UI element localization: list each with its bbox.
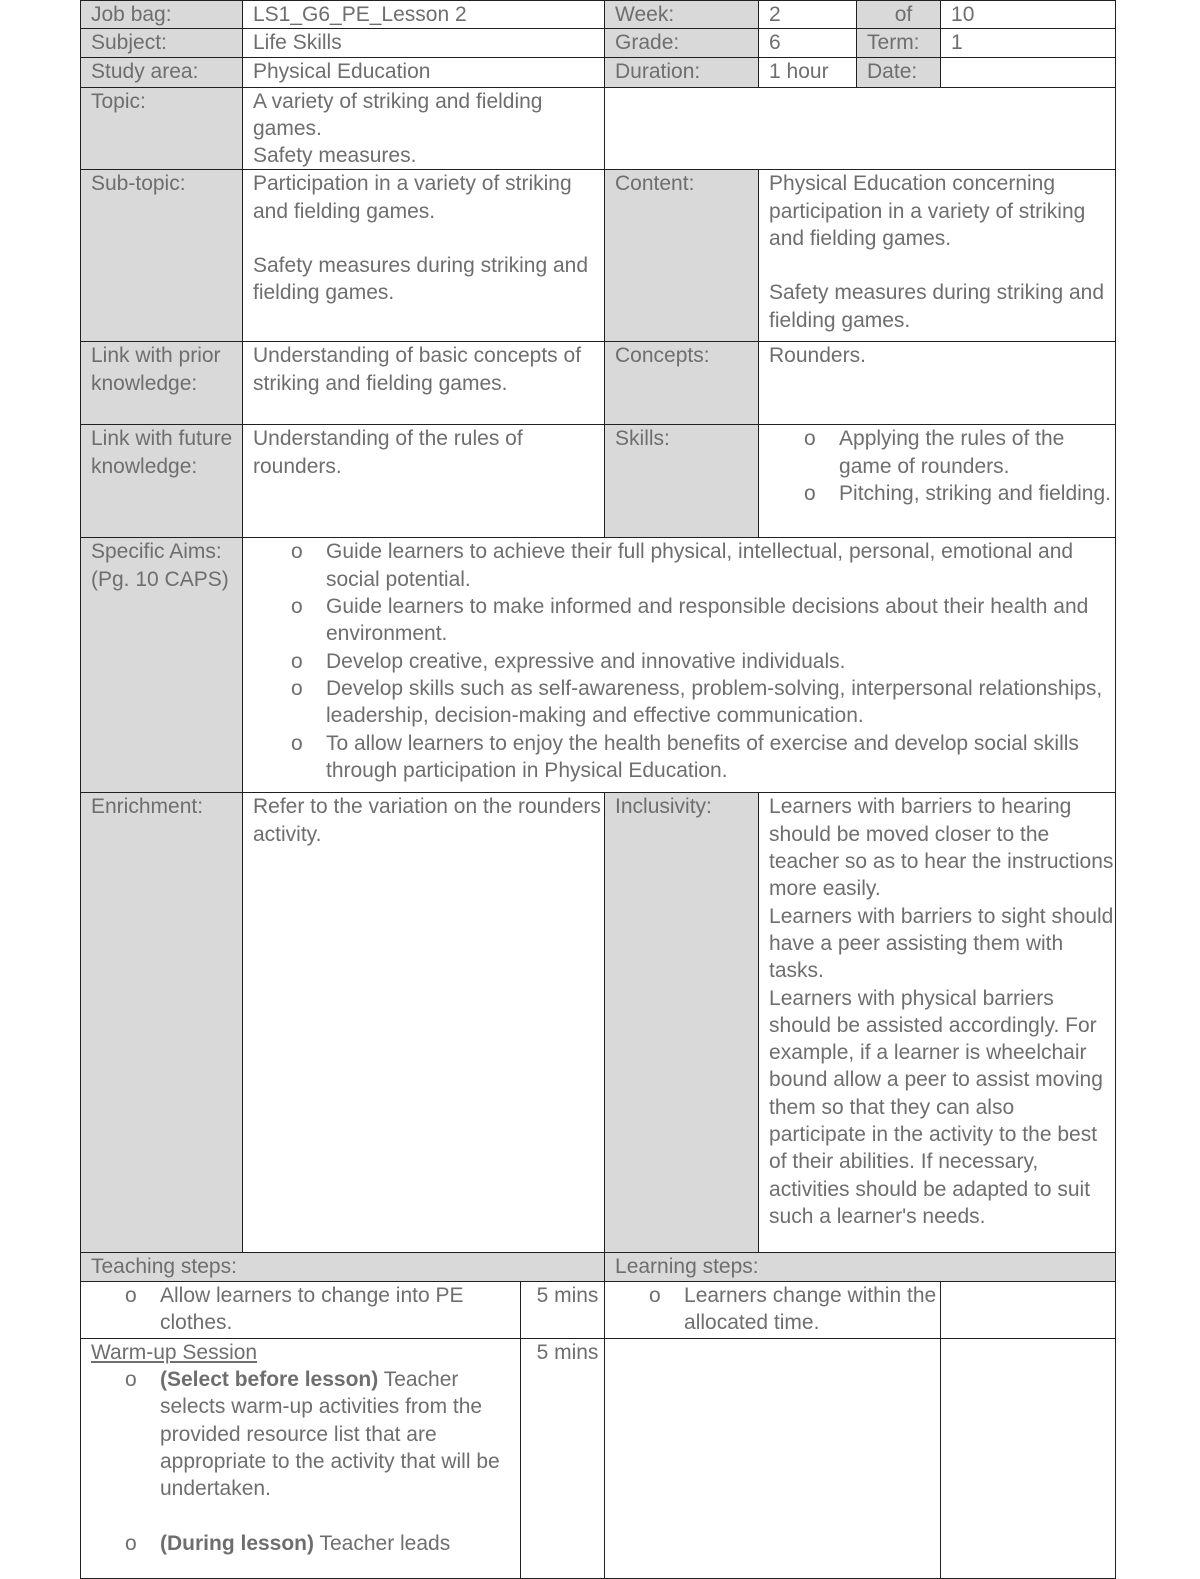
row-warmup bbox=[81, 1338, 1116, 1578]
subtopic-value bbox=[243, 170, 605, 342]
aims-item: o Guide learners to make informed and responsible decisions about their health and environment. bbox=[326, 593, 1115, 648]
week-value: 2 bbox=[759, 1, 857, 29]
change-learner-step bbox=[605, 1281, 941, 1338]
term-value: 1 bbox=[941, 29, 1116, 57]
subtopic-para-2: Safety measures during striking and fielding games. bbox=[253, 254, 589, 305]
row-job-bag bbox=[81, 1, 1116, 29]
date-label: Date: bbox=[857, 57, 941, 87]
aims-item: o Guide learners to achieve their full physical, intellectual, personal, emotional and social potential. bbox=[326, 538, 1115, 593]
prior-knowledge-value: Understanding of basic concepts of striking and fielding games. bbox=[243, 342, 605, 425]
concepts-value: Rounders. bbox=[759, 342, 1116, 425]
job-bag-value: LS1_G6_PE_Lesson 2 bbox=[243, 1, 605, 29]
subtopic-label: Sub-topic: bbox=[81, 170, 243, 342]
inclusivity-para-1: Learners with barriers to hearing should be moved closer to the teacher so as to hear the instructions more easily. bbox=[769, 795, 1114, 901]
grade-value: 6 bbox=[759, 29, 857, 57]
warmup-item-1-bold: (Select before lesson) bbox=[160, 1368, 379, 1392]
row-topic bbox=[81, 87, 1116, 170]
inclusivity-value bbox=[759, 793, 1116, 1253]
enrichment-value: Refer to the variation on the rounders activity. bbox=[243, 793, 605, 1253]
inclusivity-label: Inclusivity: bbox=[605, 793, 759, 1253]
aims-item: o To allow learners to enjoy the health benefits of exercise and develop social skills through participation in Physical Education. bbox=[326, 730, 1115, 785]
topic-label: Topic: bbox=[81, 87, 243, 170]
aims-item: o Develop skills such as self-awareness, problem-solving, interpersonal relationships, leadership, decision-making and effective communication. bbox=[326, 675, 1115, 730]
grade-label: Grade: bbox=[605, 29, 759, 57]
row-prior-knowledge bbox=[81, 342, 1116, 425]
term-label: Term: bbox=[857, 29, 941, 57]
job-bag-label: Job bag: bbox=[81, 1, 243, 29]
warmup-list bbox=[91, 1366, 520, 1557]
warmup-learner-step bbox=[605, 1338, 941, 1578]
prior-knowledge-label: Link with prior knowledge: bbox=[81, 342, 243, 425]
topic-empty-cell bbox=[605, 87, 1116, 170]
skills-item: o Applying the rules of the game of rounders. bbox=[839, 425, 1115, 480]
concepts-label: Concepts: bbox=[605, 342, 759, 425]
row-study-area bbox=[81, 57, 1116, 87]
row-enrichment bbox=[81, 793, 1116, 1253]
row-subtopic bbox=[81, 170, 1116, 342]
skills-list bbox=[769, 425, 1115, 507]
change-teacher-step bbox=[81, 1281, 521, 1338]
row-steps-header bbox=[81, 1253, 1116, 1281]
row-future-knowledge bbox=[81, 425, 1116, 538]
warmup-item-1-text: Teacher selects warm-up activities from the provided resource list that are appropriate to the activity that will be undertaken. bbox=[160, 1368, 500, 1501]
warmup-heading: Warm-up Session bbox=[91, 1340, 258, 1364]
lesson-plan-table bbox=[80, 0, 1116, 1579]
of-value: 10 bbox=[941, 1, 1116, 29]
date-value bbox=[941, 57, 1116, 87]
specific-aims-label bbox=[81, 538, 243, 793]
teaching-steps-label: Teaching steps: bbox=[81, 1253, 605, 1281]
change-time: 5 mins bbox=[521, 1281, 605, 1338]
topic-line-2: Safety measures. bbox=[253, 144, 417, 168]
future-knowledge-label: Link with future knowledge: bbox=[81, 425, 243, 538]
week-label: Week: bbox=[605, 1, 759, 29]
duration-value: 1 hour bbox=[759, 57, 857, 87]
row-change-clothes bbox=[81, 1281, 1116, 1338]
study-area-label: Study area: bbox=[81, 57, 243, 87]
aims-list bbox=[253, 538, 1115, 784]
content-para-2: Safety measures during striking and fielding games. bbox=[769, 281, 1105, 332]
duration-label: Duration: bbox=[605, 57, 759, 87]
change-teacher-list bbox=[91, 1282, 520, 1337]
specific-aims-value bbox=[243, 538, 1116, 793]
row-subject bbox=[81, 29, 1116, 57]
warmup-item-2-bold: (During lesson) bbox=[160, 1531, 315, 1555]
warmup-teacher-step bbox=[81, 1338, 521, 1578]
learning-steps-label: Learning steps: bbox=[605, 1253, 1116, 1281]
skills-value bbox=[759, 425, 1116, 538]
content-label: Content: bbox=[605, 170, 759, 342]
specific-aims-ref: (Pg. 10 CAPS) bbox=[91, 567, 229, 591]
of-label: of bbox=[857, 1, 941, 29]
warmup-item bbox=[160, 1366, 520, 1529]
warmup-time: 5 mins bbox=[521, 1338, 605, 1578]
warmup-extra-cell bbox=[941, 1338, 1116, 1578]
row-specific-aims bbox=[81, 538, 1116, 793]
topic-line-1: A variety of striking and fielding games. bbox=[253, 89, 543, 140]
future-knowledge-value: Understanding of the rules of rounders. bbox=[243, 425, 605, 538]
skills-label: Skills: bbox=[605, 425, 759, 538]
change-extra-cell bbox=[941, 1281, 1116, 1338]
change-teacher-item: o Allow learners to change into PE clothes. bbox=[160, 1282, 520, 1337]
warmup-item-2-text: Teacher leads bbox=[314, 1531, 451, 1555]
inclusivity-para-3: Learners with physical barriers should be assisted accordingly. For example, if a learner is wheelchair bound allow a peer to assist moving them so that they can also participate in the activity to the best of their abilities. If necessary, activities should be adapted to suit such a learner's needs. bbox=[769, 986, 1103, 1228]
subtopic-para-1: Participation in a variety of striking and fielding games. bbox=[253, 172, 572, 223]
subject-value: Life Skills bbox=[243, 29, 605, 57]
specific-aims-title: Specific Aims: bbox=[91, 540, 222, 564]
enrichment-label: Enrichment: bbox=[81, 793, 243, 1253]
change-learner-item: o Learners change within the allocated time. bbox=[684, 1282, 940, 1337]
study-area-value: Physical Education bbox=[243, 57, 605, 87]
content-para-1: Physical Education concerning participation in a variety of striking and fielding games. bbox=[769, 172, 1086, 251]
inclusivity-para-2: Learners with barriers to sight should have a peer assisting them with tasks. bbox=[769, 904, 1114, 983]
aims-item: o Develop creative, expressive and innovative individuals. bbox=[326, 648, 1115, 675]
content-value bbox=[759, 170, 1116, 342]
change-learner-list bbox=[615, 1282, 940, 1337]
topic-value bbox=[243, 87, 605, 170]
subject-label: Subject: bbox=[81, 29, 243, 57]
skills-item: o Pitching, striking and fielding. bbox=[839, 480, 1115, 507]
